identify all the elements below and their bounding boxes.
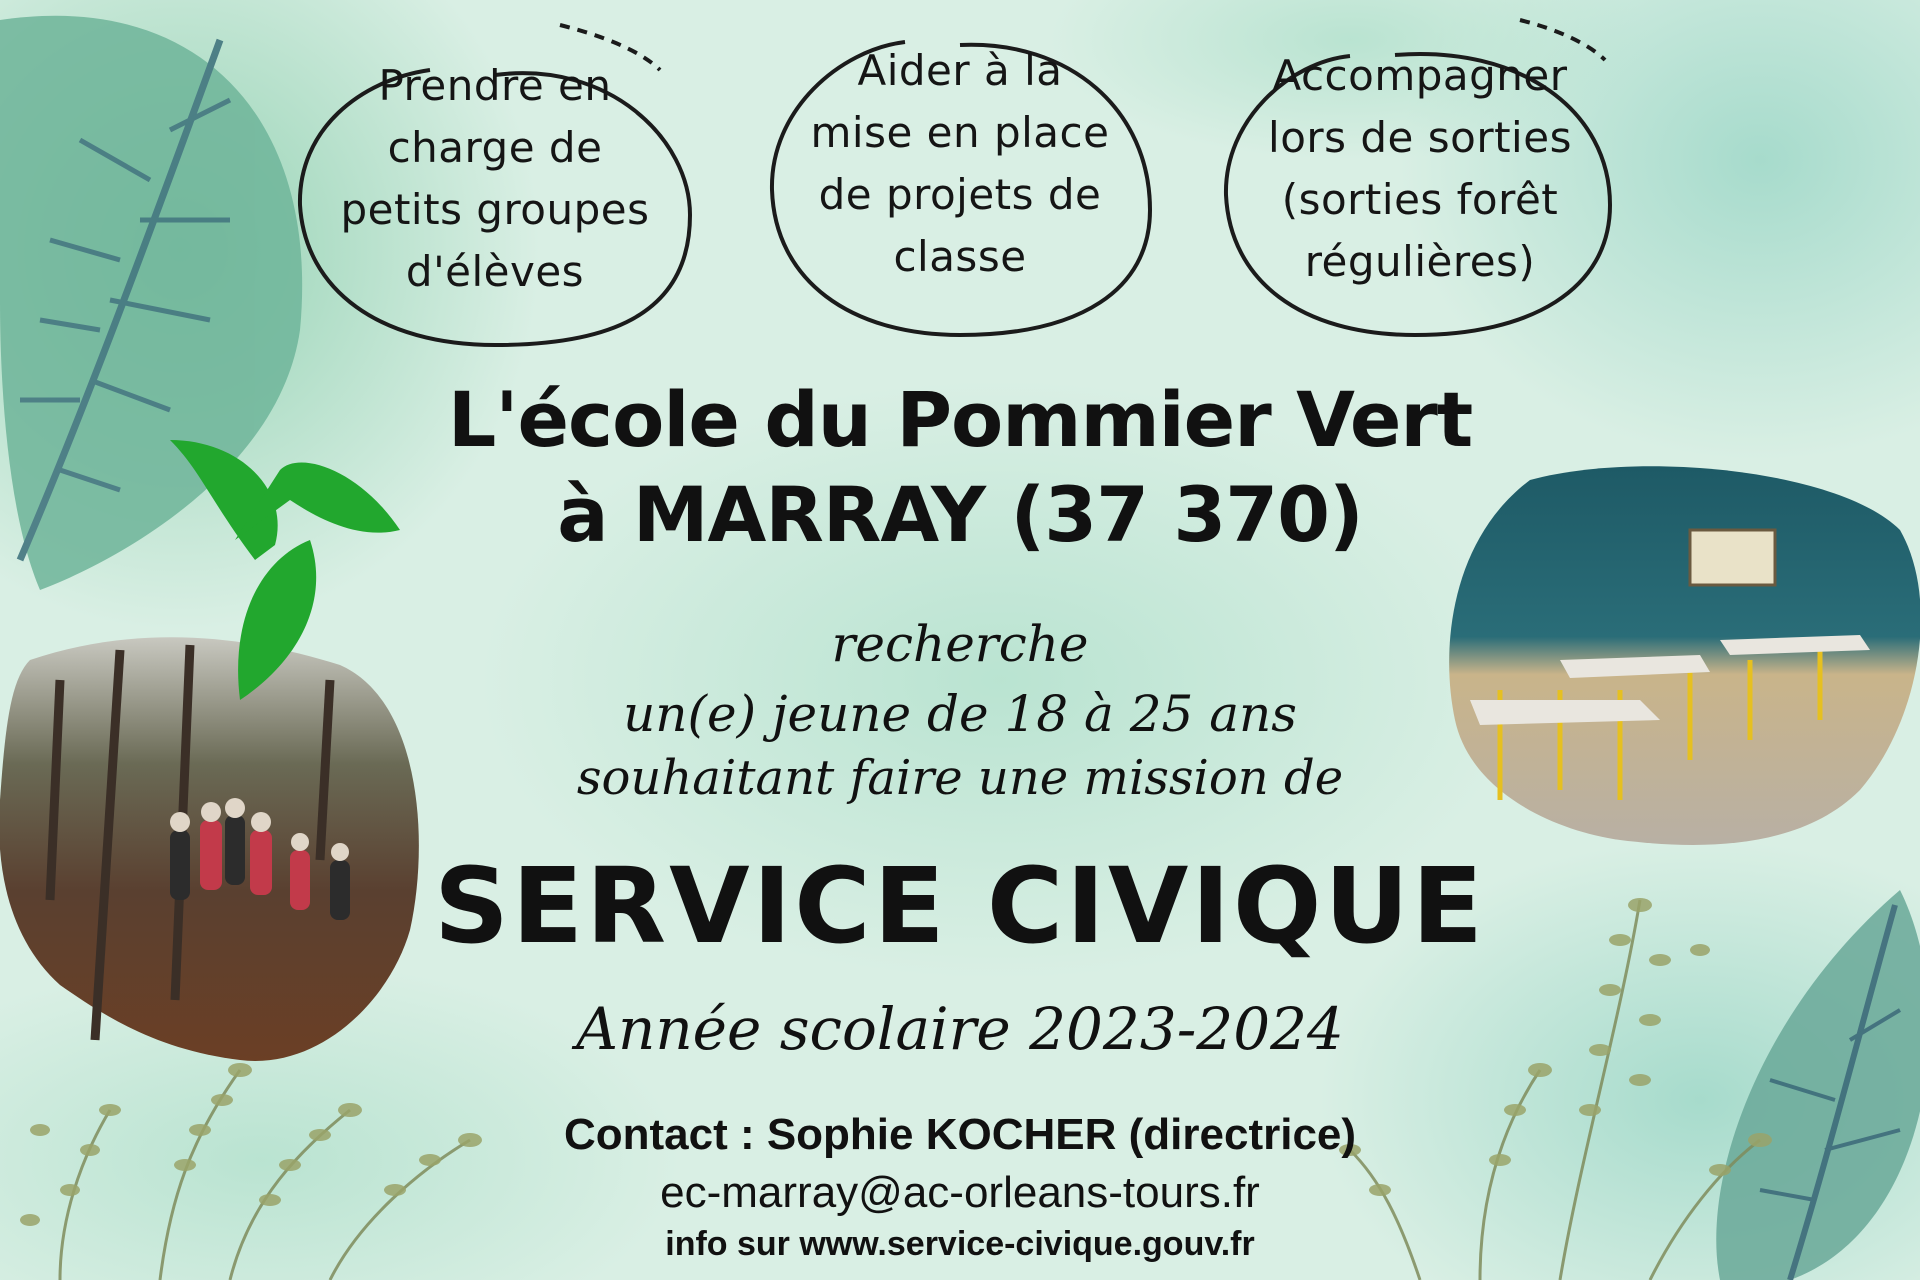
circle-text-outings: [1225, 45, 1615, 293]
headline-line-2: à MARRAY (37 370): [557, 470, 1363, 559]
subtitle-line-3: souhaitant faire une mission de: [576, 750, 1344, 806]
contact-email[interactable]: ec-marray@ac-orleans-tours.fr: [660, 1168, 1260, 1217]
circle-line: Aider à la: [857, 46, 1063, 95]
circle-line: (sorties forêt: [1281, 175, 1559, 224]
main-title: SERVICE CIVIQUE: [434, 845, 1486, 967]
circle-line: d'élèves: [405, 247, 585, 296]
circle-line: Accompagner: [1272, 51, 1568, 100]
circle-line: mise en place: [810, 108, 1110, 157]
circle-line: régulières): [1304, 237, 1536, 286]
circle-text-small-groups: [310, 55, 680, 303]
subtitle-line-1: recherche: [831, 615, 1089, 673]
subtitle-line-2: un(e) jeune de 18 à 25 ans: [623, 685, 1297, 743]
headline-line-1: L'école du Pommier Vert: [447, 375, 1473, 464]
contact-info-link[interactable]: info sur www.service-civique.gouv.fr: [665, 1225, 1255, 1263]
circle-line: petits groupes: [340, 185, 650, 234]
circle-line: charge de: [387, 123, 603, 172]
circle-line: classe: [893, 232, 1027, 281]
circle-text-class-projects: [780, 40, 1140, 288]
school-year: Année scolaire 2023-2024: [576, 995, 1344, 1063]
circle-line: Prendre en: [378, 61, 612, 110]
circle-line: lors de sorties: [1268, 113, 1572, 162]
circle-line: de projets de: [818, 170, 1102, 219]
contact-line: Contact : Sophie KOCHER (directrice): [563, 1110, 1357, 1159]
